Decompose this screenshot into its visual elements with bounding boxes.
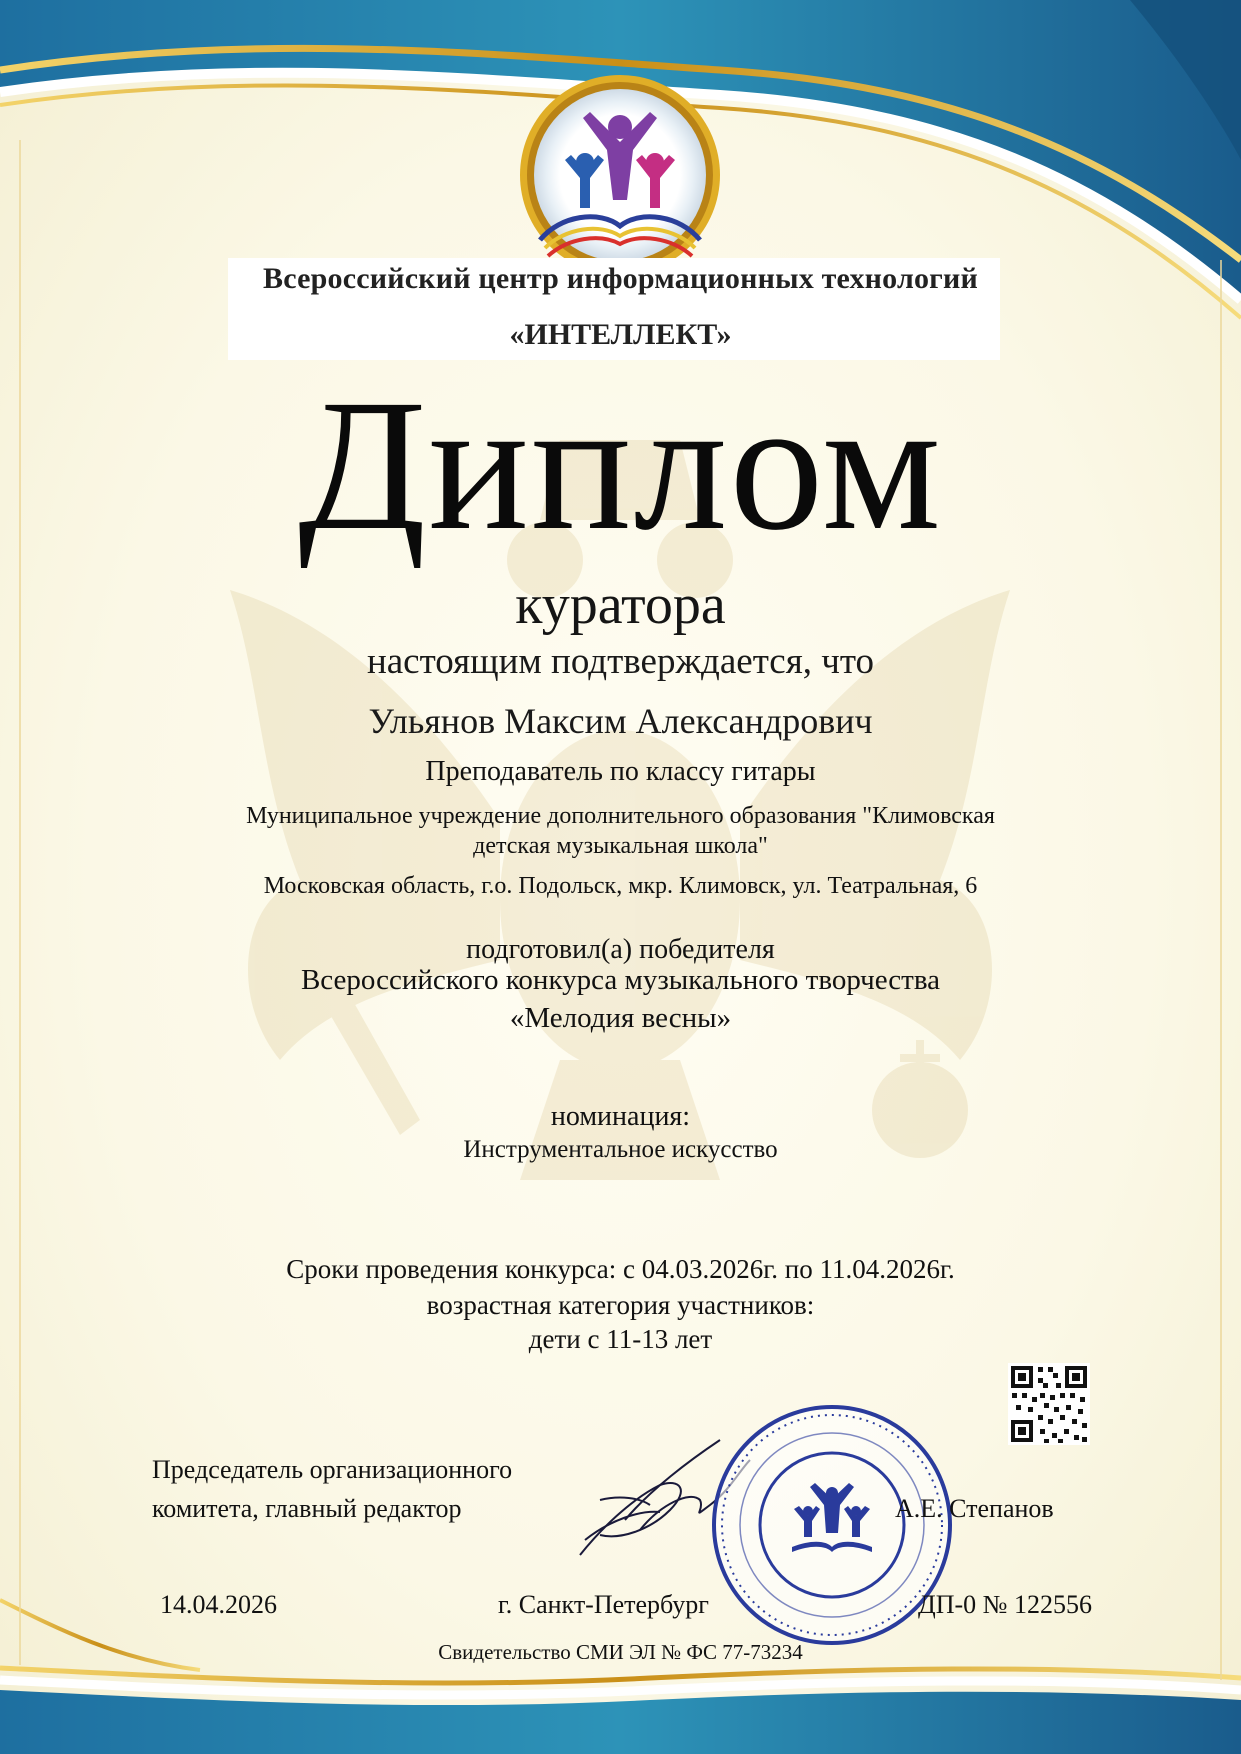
media-certificate: Свидетельство СМИ ЭЛ № ФС 77-73234: [438, 1640, 803, 1664]
issue-date: 14.04.2026: [160, 1590, 277, 1619]
nomination-value: Инструментальное искусство: [463, 1136, 778, 1163]
round-stamp-icon: [714, 1407, 950, 1643]
document-number: ДП-0 № 122556: [918, 1590, 1092, 1619]
org-name: Всероссийский центр информационных технологий: [263, 262, 978, 295]
chair-title-line-1: Председатель организационного: [152, 1455, 513, 1484]
org-brand: «ИНТЕЛЛЕКТ»: [509, 318, 732, 351]
diploma-title: Диплом: [298, 360, 943, 569]
org-logo-icon: [520, 75, 720, 275]
institution-line-2: детская музыкальная школа": [473, 833, 768, 859]
signer-name: А.Е. Степанов: [895, 1494, 1054, 1523]
institution-line-1: Муниципальное учреждение дополнительного образования "Климовская: [246, 803, 995, 829]
recipient-name: Ульянов Максим Александрович: [368, 701, 873, 741]
confirm-text: настоящим подтверждается, что: [366, 641, 875, 682]
contest-name: «Мелодия весны»: [509, 1002, 732, 1034]
institution-address: Московская область, г.о. Подольск, мкр. Климовск, ул. Театральная, 6: [263, 873, 978, 899]
qr-code-icon: [1008, 1363, 1090, 1445]
chair-title-line-2: комитета, главный редактор: [152, 1494, 462, 1523]
contest-title: Всероссийского конкурса музыкального творчества: [300, 964, 941, 996]
age-category-value: дети с 11-13 лет: [528, 1324, 713, 1354]
prepared-text: подготовил(а) победителя: [466, 934, 775, 965]
recipient-position: Преподаватель по классу гитары: [425, 756, 816, 787]
diploma-subtitle: куратора: [515, 574, 726, 636]
age-category-label: возрастная категория участников:: [426, 1290, 815, 1320]
issue-city: г. Санкт-Петербург: [498, 1590, 709, 1619]
nomination-label: номинация:: [550, 1101, 691, 1132]
contest-dates: Сроки проведения конкурса: с 04.03.2026г. по 11.04.2026г.: [286, 1254, 955, 1284]
